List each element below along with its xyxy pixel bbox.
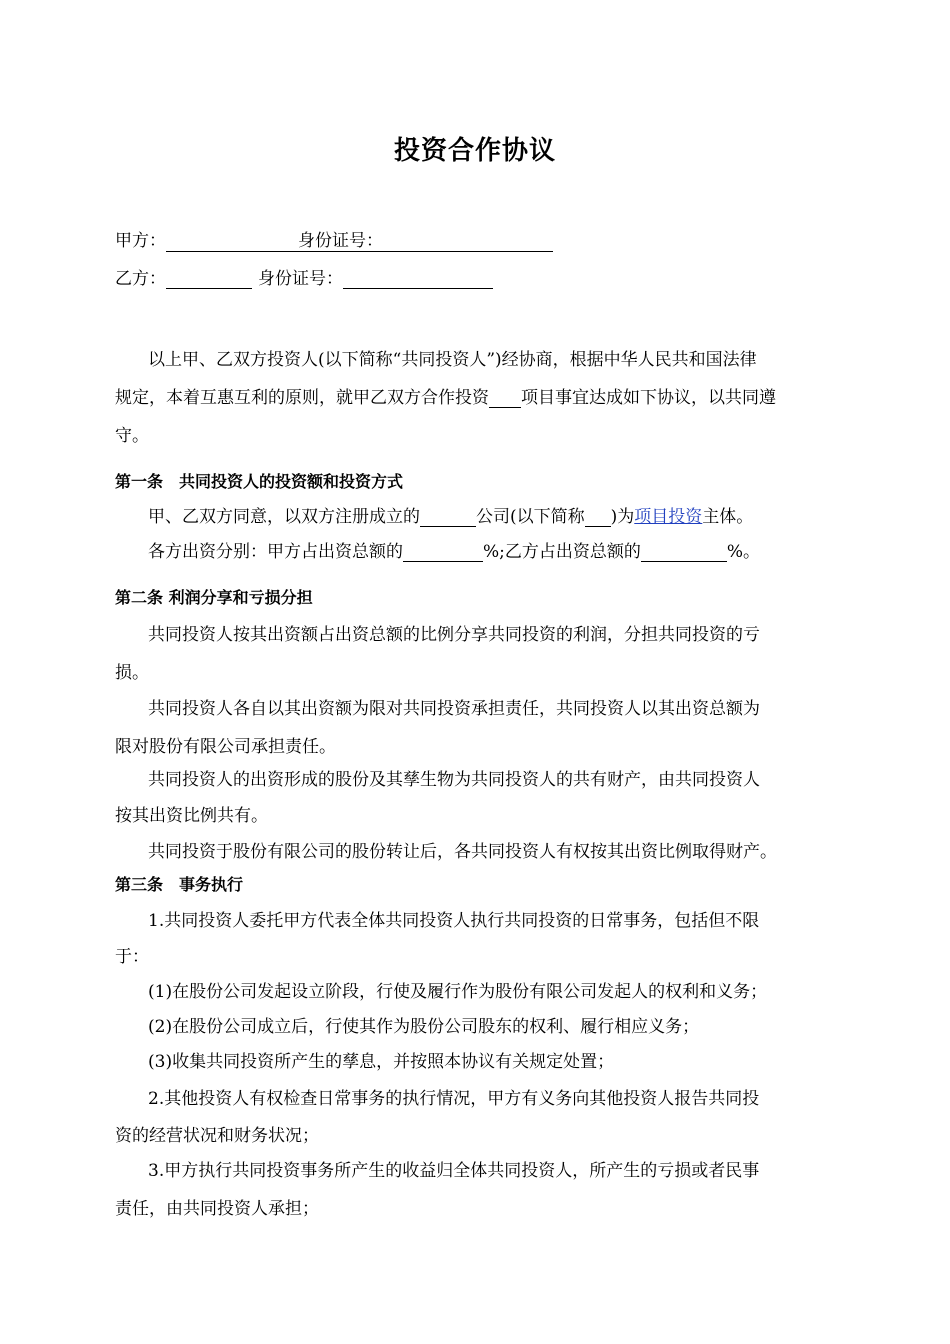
party-a-label: 甲方： (115, 231, 166, 251)
article-3-p3-line-2: 责任，由共同投资人承担； (115, 1199, 319, 1219)
short-name-blank (585, 508, 611, 527)
article-3-p2-line-2: 资的经营状况和财务状况； (115, 1126, 319, 1146)
article-3-p2-line-1: 2.其他投资人有权检查日常事务的执行情况，甲方有义务向其他投资人报告共同投 (148, 1089, 760, 1109)
article-2-heading: 第二条 利润分享和亏损分担 (115, 588, 313, 607)
article-3-item-3: (3)收集共同投资所产生的孳息，并按照本协议有关规定处置； (148, 1052, 615, 1072)
party-b-line (115, 264, 493, 289)
party-a-id-label: 身份证号： (298, 231, 383, 251)
article-3-p1-line-2: 于： (115, 947, 149, 967)
party-b-label: 乙方： (115, 269, 166, 289)
article-2-p2-line-1: 共同投资人各自以其出资额为限对共同投资承担责任，共同投资人以其出资总额为 (148, 699, 760, 719)
article-3-item-1: (1)在股份公司发起设立阶段，行使及履行作为股份有限公司发起人的权利和义务； (148, 982, 768, 1002)
article-2-p3-line-1: 共同投资人的出资形成的股份及其孳生物为共同投资人的共有财产，由共同投资人 (148, 770, 760, 790)
article-3-p3-line-1: 3.甲方执行共同投资事务所产生的收益归全体共同投资人，所产生的亏损或者民事 (148, 1161, 760, 1181)
article-3-item-2: (2)在股份公司成立后，行使其作为股份公司股东的权利、履行相应义务； (148, 1017, 700, 1037)
party-a-line (115, 226, 553, 252)
article-1-heading: 第一条 共同投资人的投资额和投资方式 (115, 472, 404, 491)
party-a-share-blank (403, 543, 483, 562)
company-name-blank (420, 508, 476, 527)
article-2-p1-line-2: 损。 (115, 663, 149, 683)
preamble-line-3: 守。 (115, 426, 149, 446)
project-investment-link[interactable]: 项目投资 (634, 507, 703, 527)
article-1-paragraph-2: 各方出资分别：甲方占出资总额的 %;乙方占出资总额的 %。 (148, 542, 761, 562)
article-2-p1-line-1: 共同投资人按其出资额占出资总额的比例分享共同投资的利润，分担共同投资的亏 (148, 625, 760, 645)
project-name-blank (489, 389, 521, 408)
party-a-gap-blank (252, 233, 298, 252)
party-b-id-label: 身份证号： (258, 269, 343, 289)
article-3-heading: 第三条 事务执行 (115, 875, 244, 894)
preamble-line-2: 规定，本着互惠互利的原则，就甲乙双方合作投资 项目事宜达成如下协议，以共同遵 (115, 388, 776, 408)
party-b-share-blank (641, 543, 727, 562)
party-a-id-blank (383, 233, 553, 252)
article-2-p3-line-2: 按其出资比例共有。 (115, 806, 268, 826)
article-3-p1-line-1: 1.共同投资人委托甲方代表全体共同投资人执行共同投资的日常事务，包括但不限 (148, 911, 760, 931)
party-b-id-blank (343, 270, 493, 289)
article-1-paragraph-1: 甲、乙双方同意，以双方注册成立的 公司(以下简称 )为项目投资主体。 (148, 507, 754, 527)
party-b-name-blank (166, 270, 252, 289)
document-title: 投资合作协议 (393, 136, 556, 166)
preamble-line-1: 以上甲、乙双方投资人(以下简称“共同投资人”)经协商，根据中华人民共和国法律 (148, 350, 757, 370)
article-2-p2-line-2: 限对股份有限公司承担责任。 (115, 737, 336, 757)
article-2-p4-line-1: 共同投资于股份有限公司的股份转让后，各共同投资人有权按其出资比例取得财产。 (148, 842, 777, 862)
party-a-name-blank (166, 233, 252, 252)
